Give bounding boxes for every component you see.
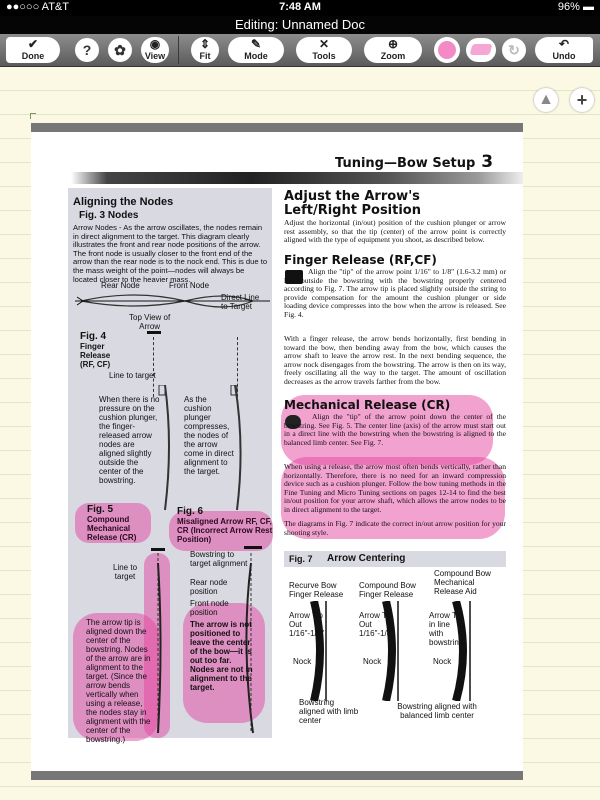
fig7-tip-out-b: Arrow Tip Out 1/16"-1/8" (359, 611, 395, 638)
fig7-col3: Compound Bow Mechanical Release Aid (434, 569, 491, 596)
front-node-label: Front Node (169, 281, 210, 290)
mode-button[interactable]: ✎ Mode (228, 37, 284, 63)
battery-label: 96% ▬ (557, 1, 594, 13)
view-button[interactable]: ◉ View (141, 37, 169, 63)
pink-swatch-icon (438, 41, 456, 59)
fig4-line-to-target: Line to target (109, 371, 156, 380)
fig5-text: The arrow tip is aligned down the center of the bowstring. Nodes of the arrow are in alignment to the target. (Since the arrow bends vertically when using a release, the nodes stay in alignment with the center of the bowstring.) (86, 618, 151, 744)
fig7-nock-1: Nock (293, 657, 312, 666)
fig4-dashed-line (153, 337, 154, 397)
top-view-label: Top View of Arrow (129, 313, 171, 331)
fig7-tip-in: Arrow Tip in line with bowstring (429, 611, 464, 647)
clock: 7:48 AM (279, 1, 321, 13)
wrench-icon: ✕ (318, 37, 330, 51)
fig4-right-text: As the cushion plunger compresses, the nodes of the arrow come in direct alignment to the target. (184, 395, 234, 476)
undo-arrow-icon: ↶ (558, 37, 570, 51)
pen-icon: ✎ (250, 37, 262, 51)
settings-gear-icon[interactable]: ✿ (108, 38, 132, 62)
fig3-text: Arrow Nodes - As the arrow oscillates, the nodes remain in direct alignment to the target. This diagram clearly illustrates the front and rear node positions of the arrow. The front node is usually closer to the front end of the arrow than the rear node is to the nock end. This is due to the mass weight of the point—nodes will always be located closer to the heavier mass. (73, 223, 268, 284)
aligning-heading: Aligning the Nodes (73, 196, 174, 208)
fig4-left-text: When there is no pressure on the cushion plunger, the finger-released arrow nodes are aligned slightly outside the center of the bowstring. (99, 395, 160, 485)
fig4-label: Fig. 4 (80, 331, 107, 342)
fig7-bowstring-balanced: Bowstring aligned with balanced limb center (397, 702, 477, 720)
fig3-label: Fig. 3 Nodes (79, 210, 139, 221)
fig5-line-to-target: Line to target (113, 563, 138, 581)
fig6-target-bar (244, 546, 262, 549)
eye-icon: ◉ (149, 37, 161, 51)
page-header: Tuning—Bow Setup 3 (335, 152, 494, 172)
fig7-col1: Recurve Bow Finger Release (289, 581, 344, 599)
fig5-target-bar (151, 548, 165, 551)
page-bottom-bar (31, 771, 523, 780)
add-page-button[interactable]: + (570, 88, 594, 112)
fit-arrows-icon: ⇕ (199, 37, 211, 51)
tools-button[interactable]: ✕ Tools (296, 37, 352, 63)
fit-button[interactable]: ⇕ Fit (191, 37, 219, 63)
page-corner-mark (30, 113, 36, 119)
adjust-heading: Adjust the Arrow's Left/Right Position (284, 189, 421, 218)
fig4-target-bar (147, 331, 161, 334)
toolbar (0, 34, 600, 67)
header-brush-stroke (71, 172, 523, 184)
fig7-nock-2: Nock (363, 657, 382, 666)
scroll-up-button[interactable]: ▲ (534, 88, 558, 112)
fig6-bowstring-label: Bowstring to target alignment (190, 550, 248, 568)
magnifier-icon: ⊕ (387, 37, 399, 51)
mechanical-heading: Mechanical Release (CR) (284, 398, 451, 412)
fig7-bowstring-aligned: Bowstring aligned with limb center (299, 698, 359, 725)
fig7-col2: Compound Bow Finger Release (359, 581, 416, 599)
undo-button[interactable]: ↶ Undo (535, 37, 593, 63)
document-page (31, 123, 523, 780)
finger-text-2: With a finger release, the arrow bends horizontally, first bending in toward the bow, then bending away from the bow, which causes the arrow shaft to leave the arrow rest. In the next bending sequence, the arrow nock disengages from the bowstring. The arrow is then on its way, freely oscillating all the way to the target. The amount of oscillation decreases as the arrow travels farther from the bow. (284, 334, 506, 386)
finger-release-heading: Finger Release (RF,CF) (284, 253, 437, 267)
fig6-subtitle: Misaligned Arrow RF, CF, CR (Incorrect Arrow Rest Position) (177, 517, 273, 544)
done-button[interactable]: ✔ Done (6, 37, 60, 63)
fig4-subtitle: Finger Release (RF, CF) (80, 342, 111, 369)
finger-text: Align the "tip" of the arrow point 1/16" to 1/8" (1.6-3.2 mm) or less outside the bowstring with the bowstring properly centered according to Fig. 7. The arrow tip is placed slightly outside the string to provide compensation for the amount the cushion plunger or side loading device compresses into the bow when the arrow is released. See Fig. 4. (284, 267, 506, 319)
fig4-arrows-drawing (157, 385, 247, 515)
document-title: Editing: Unnamed Doc (0, 16, 600, 34)
eraser-button[interactable] (466, 38, 496, 62)
fig7-nock-3: Nock (433, 657, 452, 666)
zoom-button[interactable]: ⊕ Zoom (364, 37, 422, 63)
checkmark-icon: ✔ (27, 37, 39, 51)
highlighter-color-button[interactable] (434, 37, 460, 63)
status-bar (0, 0, 600, 16)
page-top-bar (31, 123, 523, 132)
fig6-label: Fig. 6 (177, 506, 204, 517)
direct-line-label: Direct Line to Target (221, 293, 260, 311)
fig7-tip-out-a: Arrow Tip Out 1/16"-1/8" (289, 611, 325, 638)
fig5-subtitle: Compound Mechanical Release (CR) (87, 515, 137, 542)
mechanical-text-3: The diagrams in Fig. 7 indicate the correct in/out arrow position for your shooting style. (284, 519, 506, 537)
fig6-front-node-label: Front node position (190, 599, 229, 617)
fig7-title: Arrow Centering (327, 553, 406, 564)
rear-node-label: Rear Node (101, 281, 140, 290)
fig6-rear-node-label: Rear node position (190, 578, 228, 596)
help-button[interactable]: ? (75, 38, 99, 62)
carrier-label: ●●○○○ AT&T (6, 1, 69, 13)
mechanical-text: Align the "tip" of the arrow point down the center of the bowstring. See Fig. 5. The center line (axis) of the arrow must start out in a direct line with the bowstring when the bowstring is aligned to the balanced limb center. See Fig. 7. (284, 412, 506, 447)
mechanical-text-2: When using a release, the arrow most often bends vertically, rather than horizontally. Therefore, there is no need for an inward compression device such as a cushion plunger. Follow the bow tuning methods in the Fine Tuning and Micro Tuning sections on pages 12-14 to find the best in/out position for your arrow shaft, which allows the arrow nodes to be in direct alignment to the target. (284, 462, 506, 514)
fig6-text: The arrow is not positioned to leave the center of the bow—it is out too far. Nodes are not in alignment to the target. (190, 620, 253, 692)
eraser-icon (470, 44, 493, 55)
adjust-text: Adjust the horizontal (in/out) position of the cushion plunger or arrow rest assembly, so that the tip (center) of the arrow point is correctly aligned with the type of equipment you shoot, as described below. (284, 218, 506, 244)
redo-button[interactable]: ↻ (502, 38, 526, 62)
fig7-label: Fig. 7 (289, 554, 313, 564)
fig5-label: Fig. 5 (87, 504, 114, 515)
